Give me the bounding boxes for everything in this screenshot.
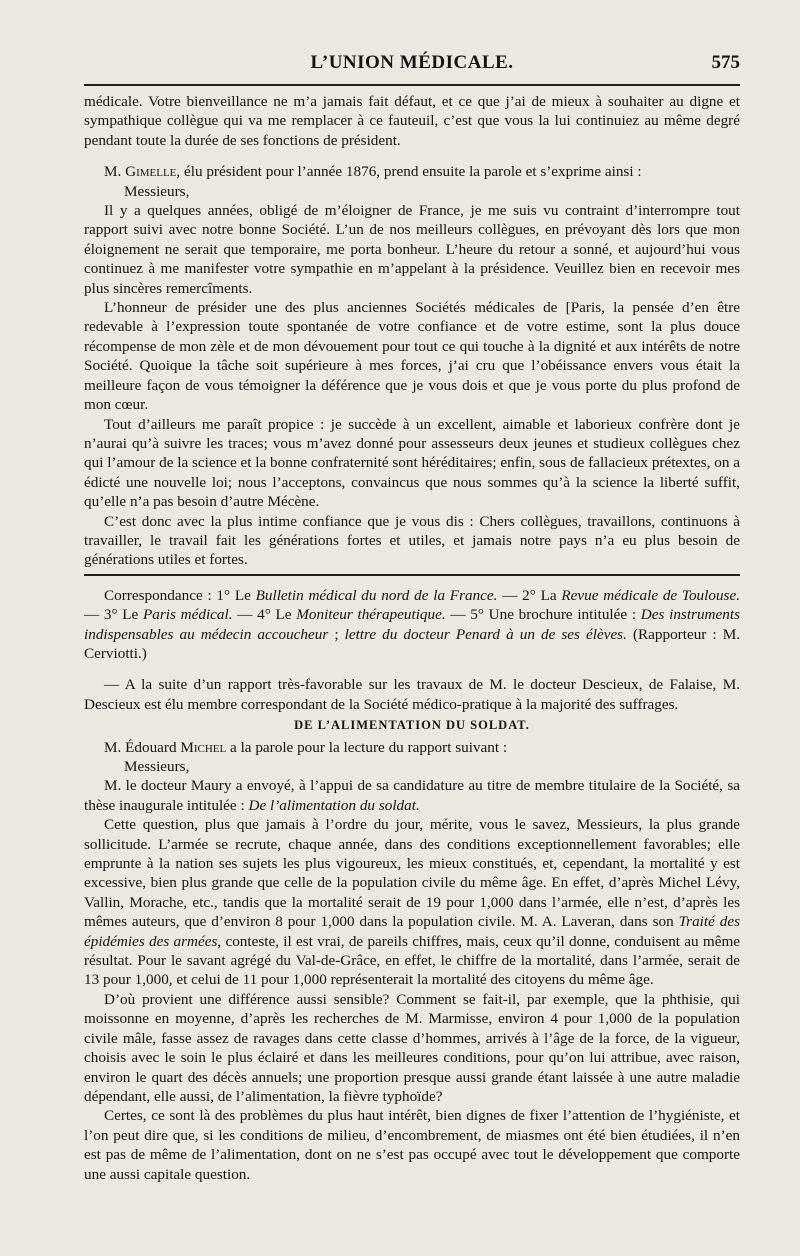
paragraph-certes: Certes, ce sont là des problèmes du plus haut intérêt, bien dignes de fixer l’attention de l’hygiéniste, et l’on peut dire que, si les conditions de milieu, d’encombrement, de miasmes ont été bien étudiées, il n’en est pas de même de l’alimentation, dont on ne s’est pas occupé avec tout le développement que comporte une aussi capitale question. — [84, 1107, 740, 1183]
section-heading: DE L’ALIMENTATION DU SOLDAT. — [294, 718, 530, 733]
corr-text-4: — 4° Le — [232, 606, 297, 624]
page-body — [84, 92, 740, 1184]
corr-title-1: Bulletin médical du nord de la France. — [255, 586, 498, 604]
corr-title-5: Des instruments indispensables au médecin accoucheur — [84, 606, 740, 643]
corr-title-6: lettre du docteur Penard à un de ses élèves. — [344, 625, 627, 643]
corr-title-3: Paris médical. — [143, 606, 233, 624]
salutation-1: Messieurs, — [124, 182, 190, 200]
salutation-2: Messieurs, — [124, 758, 190, 775]
paragraph-2 — [84, 162, 740, 181]
speaker-michel: Michel — [180, 738, 227, 756]
running-title: L’UNION MÉDICALE. — [310, 52, 514, 73]
paragraph-1: médicale. Votre bienveillance ne m’a jamais fait défaut, et ce que j’ai de mieux à souhaiter au digne et sympathique collègue qui va me remplacer à ce fauteuil, c’est que vous la lui continuiez au même degré pendant toute la durée de ses fonctions de président. — [84, 93, 740, 149]
corr-text-6: ; — [328, 625, 345, 643]
section-rule — [84, 574, 740, 576]
paragraph-2-text: élu président pour l’année 1876, prend ensuite la parole et s’exprime ainsi : — [180, 163, 642, 181]
page-number: 575 — [711, 52, 740, 73]
maury-thesis-title: De l’alimentation du soldat. — [248, 796, 420, 814]
corr-title-4: Moniteur thérapeutique. — [296, 606, 446, 624]
michel-text-2: a la parole pour la lecture du rapport suivant : — [226, 738, 508, 756]
paragraph-6: Tout d’ailleurs me paraît propice : je succède à un excellent, aimable et laborieux confrère dont je n’aurai qu’à suivre les traces; vous m’avez donné pour assesseurs deux jeunes et studieux collègues chez qui l’amour de la science et la bonne confraternité sont héréditaires; enfin, sous de fallacieux prétextes, on a édicté une nouvelle loi; nous l’acceptons, convaincus que nous sommes qu’à la science la liberté suffit, qu’elle n’a pas besoin d’autre Mécène. — [84, 415, 740, 511]
paragraph-question — [84, 815, 740, 990]
question-text-2: conteste, il est vrai, de pareils chiffres, mais, ceux qu’il donne, conduisent au même résultat. Pour le savant agrégé du Val-de-Grâce, en effet, le chiffre de la mortalité, dans l’armée, serait de 13 pour 1,000, et celui de 11 pour 1,000 représenterait la mortalité des citoyens du même âge. — [84, 932, 740, 989]
correspondance — [84, 586, 740, 664]
corr-text-3: — 3° Le — [84, 606, 144, 624]
corr-text-7: (Rapporteur : M. Cerviotti.) — [84, 625, 740, 662]
paragraph-5: L’honneur de présider une des plus anciennes Sociétés médicales de [Paris, la pensée d’en être redevable à l’expression toute spontanée de votre confiance et de votre estime, sont la plus douce récompense de mon zèle et de mon dévouement pour tout ce qui touche à la dignité et aux intérêts de notre Société. Quoique la tâche soit supérieure à mes forces, j’ai cru que l’obéissance envers vous était la meilleure façon de vous témoigner la déférence que je vous dois et que je vous porte du plus profond de mon cœur. — [84, 299, 740, 414]
running-header — [84, 48, 740, 88]
corr-text-5: — 5° Une brochure intitulée : — [445, 606, 641, 624]
maury-text: M. le docteur Maury a envoyé, à l’appui de sa candidature au titre de membre titulaire de la Société, sa thèse inaugurale intitulée : — [84, 777, 740, 814]
corr-title-2: Revue médicale de Toulouse. — [561, 586, 741, 604]
question-text-1: Cette question, plus que jamais à l’ordre du jour, mérite, vous le savez, Messieurs, la plus grande sollicitude. L’armée se recrute, chaque année, dans des conditions exceptionnellement favorables; elle emprunte à la nation ses sujets les plus vigoureux, les mieux constitués, et, cependant, la mortalité y est excessive, bien plus grande que celle de la population civile du même âge. En effet, d’après Michel Lévy, Vallin, Morache, etc., tandis que la mortalité serait de 19 pour 1,000 dans l’armée, elle n’est, d’après les mêmes auteurs, que d’environ 8 pour 1,000 dans la population civile. M. A. Laveran, dans son — [84, 816, 740, 931]
laveran-title: Traité des épidémies des armées, — [84, 913, 740, 950]
paragraph-maury — [84, 776, 740, 815]
paragraph-michel — [84, 738, 740, 757]
paragraph-descieux: — A la suite d’un rapport très-favorable sur les travaux de M. le docteur Descieux, de Falaise, M. Descieux est élu membre correspondant de la Société médico-pratique à la majorité des suffrages. — [84, 676, 740, 713]
corr-text-1: Correspondance : 1° Le — [104, 586, 256, 604]
header-rule — [84, 84, 740, 86]
paragraph-difference: D’où provient une différence aussi sensible? Comment se fait-il, par exemple, que la phthisie, qui moissonne en moyenne, d’après les recherches de M. Marmisse, environ 4 pour 1,000 de la population civile mâle, fasse assez de ravages dans cette classe d’hommes, arrivés à l’âge de la force, de la vigueur, choisis avec le soin le plus éclairé et dans les meilleures conditions, pour qu’on lui attribue, avec raison, environ le quart des décès annuels; une proportion presque aussi grande étant laissée à une autre maladie dépendant, elle aussi, de l’alimentation, la fièvre typhoïde? — [84, 990, 740, 1105]
speaker-gimelle: M. Gimelle, — [104, 163, 181, 181]
michel-text-1: M. Édouard — [104, 738, 181, 756]
paragraph-7: C’est donc avec la plus intime confiance que je vous dis : Chers collègues, travaillons, continuons à travailler, le travail fait les générations fortes et utiles, et jamais notre pays n’a eu plus besoin de générations utiles et fortes. — [84, 512, 740, 569]
corr-text-2: — 2° La — [497, 586, 562, 604]
paragraph-4: Il y a quelques années, obligé de m’éloigner de France, je me suis vu contraint d’interrompre tout rapport suivi avec notre bonne Société. L’un de nos meilleurs collègues, en prévoyant dès lors que mon éloignement ne serait que temporaire, me porta bonheur. L’heure du retour a sonné, et aujourd’hui vous continuez à me manifester votre sympathie en m’appelant à la présidence. Veuillez bien en recevoir mes plus sincères remercîments. — [84, 202, 740, 297]
